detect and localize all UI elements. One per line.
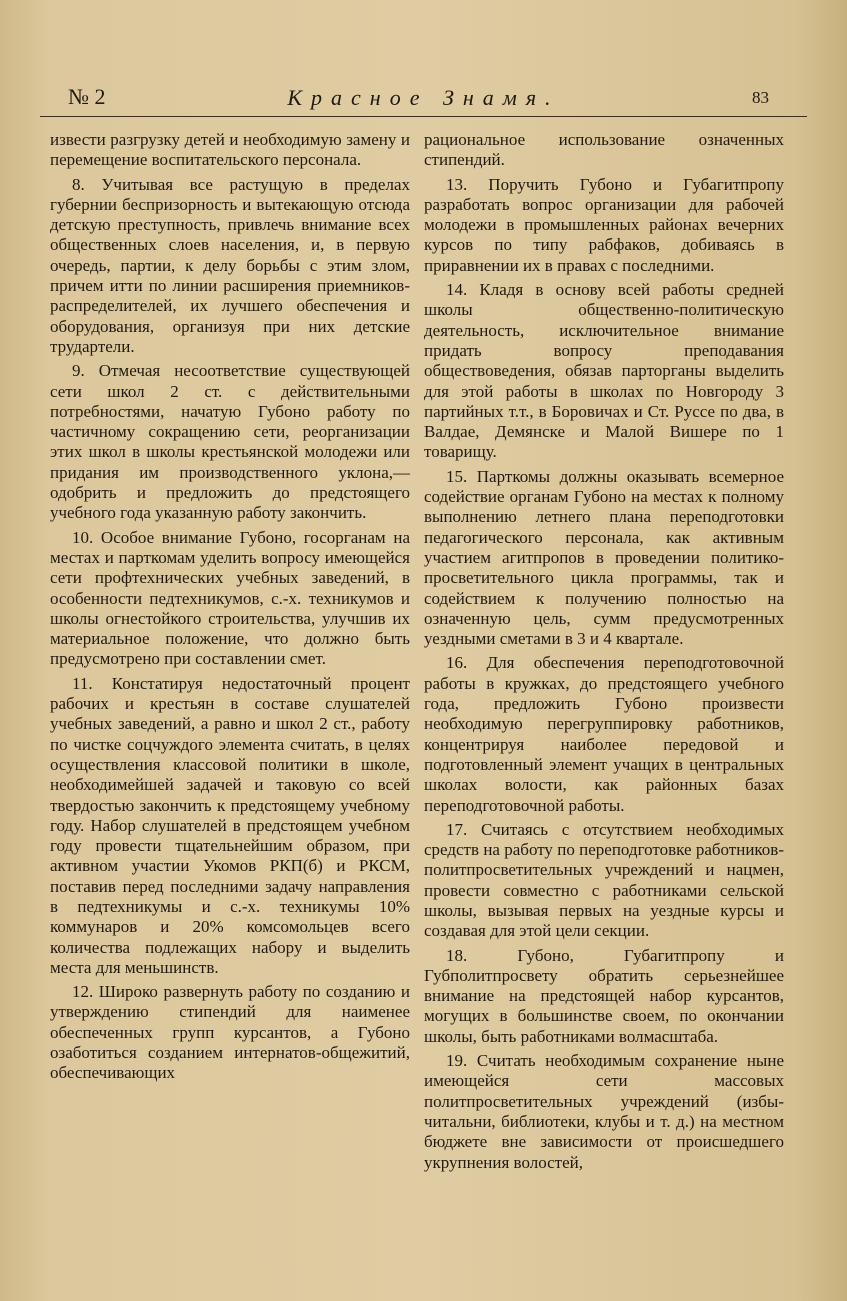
paragraph: 19. Считать необходимым сохранение ныне имеющейся сети массовых политпросветительных учреждений (избы-читальни, библиотеки, клубы и т. д.) на местном бюджете вне зависимости от происшедшего укрупнения волостей, bbox=[424, 1051, 784, 1172]
issue-number: № 2 bbox=[68, 84, 106, 109]
paragraph: 14. Кладя в основу всей работы средней школы общественно-политическую деятельность, исключительное внимание придать вопросу преподавания обществоведения, обязав парторганы выделить для этой работы в школах по Новгороду 3 партийных т.т., в Боровичах и Ст. Руссе по два, в Валдае, Демянске и Малой Вишере по 1 товарищу. bbox=[424, 280, 784, 462]
paragraph: рациональное использование означенных стипендий. bbox=[424, 130, 784, 170]
paragraph: 15. Парткомы должны оказывать всемерное содействие органам Губоно на местах к полному выполнению летнего плана переподготовки педагогического персонала, как активным участием агитпропов в проведении политико-просветительного цикла программы, так и содействием к получению полностью на означенную цель, сумм предусмотренных уездными сметами в 3 и 4 квартале. bbox=[424, 466, 784, 649]
left-column bbox=[50, 130, 410, 1088]
paragraph: 9. Отмечая несоответствие существующей сети школ 2 ст. с действительными потребностями, начатую Губоно работу по частичному сокращению сети, реорганизации этих школ в школы крестьянской молодежи или придания им производственного уклона,—одобрить и предложить до предстоящего учебного года указанную работу закончить. bbox=[50, 361, 410, 523]
paragraph: 10. Особое внимание Губоно, госорганам на местах и парткомам уделить вопросу имеющейся сети профтехнических учебных заведений, в особенности педтехникумов, с.-х. техникумов и школы огнестойкого строительства, улучшив их материальное положение, что должно быть предусмотрено при составлении смет. bbox=[50, 527, 410, 669]
paragraph: 11. Констатируя недостаточный процент рабочих и крестьян в составе слушателей учебных заведений, а равно и школ 2 ст., работу по чистке соцчуждого элемента считать, в целях осуществления классовой политики в школе, необходимейшей задачей и таковую со всей твердостью закончить к предстоящему учебному году. Набор слушателей в предстоящем учебном году провести тщательнейшим образом, при активном участии Укомов РКП(б) и РКСМ, поставив перед последними задачу направления в педтехникумы и с.-х. техникумы 10% коммунаров и 20% комсомольцев всего количества подлежащих набору и выделить места для меньшинств. bbox=[50, 673, 410, 977]
paragraph: извести разгрузку детей и необходимую замену и перемещение воспитательского персонала. bbox=[50, 130, 410, 170]
paragraph: 12. Широко развернуть работу по созданию и утверждению стипендий для наименее обеспеченных групп курсантов, а Губоно озаботиться созданием интернатов-общежитий, обеспечивающих bbox=[50, 982, 410, 1083]
paragraph: 16. Для обеспечения переподготовочной работы в кружках, до предстоящего учебного года, предложить Губоно произвести необходимую перегруппировку работников, концентрируя наиболее передовой и подготовленный элемент учащих в центральных школах волости, как районных базах переподготовочной работы. bbox=[424, 653, 784, 815]
page-number: 83 bbox=[752, 88, 769, 107]
paragraph: 17. Считаясь с отсутствием необходимых средств на работу по переподготовке работников-политпросветительных учреждений и нацмен, провести совместно с работниками сельской школы, вызывая первых на уездные курсы и создавая для этой цели секции. bbox=[424, 819, 784, 941]
right-column bbox=[424, 130, 784, 1177]
page-header bbox=[40, 82, 807, 117]
paragraph: 18. Губоно, Губагитпропу и Губполитпросвету обратить серьезнейшее внимание на предстоящей набор курсантов, могущих в большинстве своем, по окончании школы, быть работниками волмасштаба. bbox=[424, 945, 784, 1046]
paragraph: 8. Учитывая все растущую в пределах губернии беспризорность и вытекающую отсюда детскую преступность, привлечь внимание всех общественных слоев населения, и, в первую очередь, партии, к делу борьбы с этим злом, причем итти по линии расширения приемников-распределителей, их лучшего обеспечения и оборудования, организуя при них детские трудартели. bbox=[50, 174, 410, 356]
newspaper-title: Красное Знамя. bbox=[287, 85, 560, 110]
paragraph: 13. Поручить Губоно и Губагитпропу разработать вопрос организации для рабочей молодежи в промышленных районах вечерних курсов по типу рабфаков, добиваясь в приравнении их в правах с последними. bbox=[424, 174, 784, 275]
